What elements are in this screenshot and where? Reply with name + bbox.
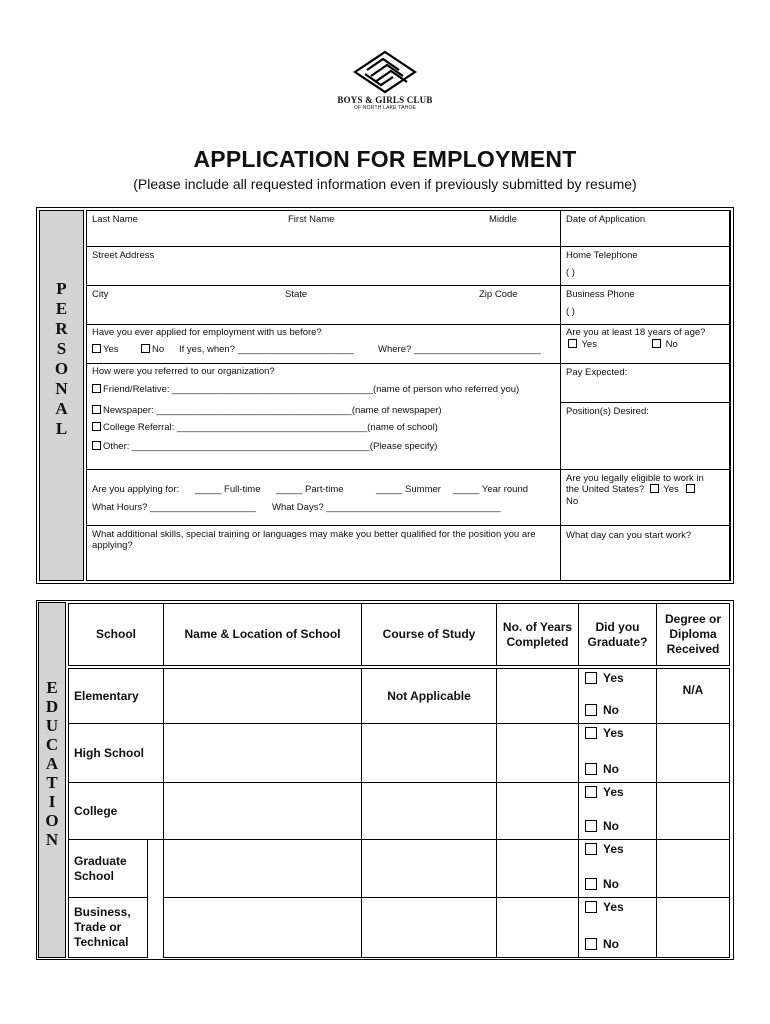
personal-section-letter: L [55,419,68,438]
personal-section-letter: P [56,279,67,298]
graduated-yes-checkbox[interactable] [585,786,597,798]
graduated-yes-option[interactable] [585,785,624,799]
school-name-location-field[interactable] [163,897,362,958]
city-label: City [92,289,109,300]
column-header-degree: Degree or Diploma Received [656,603,730,666]
column-header-school: School [68,603,164,666]
legal-eligibility-question-2-text: the United States? [566,484,645,495]
graduated-no-option[interactable] [585,819,619,833]
graduated-yes-label: Yes [603,785,624,799]
course-of-study-field[interactable] [361,897,497,958]
applied-before-yes-checkbox[interactable] [92,344,101,353]
personal-section-letter: E [55,299,68,318]
referral-college-label: College Referral: ____________________________________(name of school) [103,422,438,433]
column-header-name-location: Name & Location of School [163,603,362,666]
club-logo [330,50,440,120]
referral-newspaper-label: Newspaper: _____________________________________(name of newspaper) [103,405,442,416]
graduated-cell [578,897,657,958]
referral-newspaper[interactable] [92,404,442,417]
age-question: Are you at least 18 years of age? [566,327,706,338]
applied-before-question: Have you ever applied for employment with us before? [92,327,322,338]
referral-other-checkbox[interactable] [92,441,101,450]
legal-no-label: No [566,496,579,507]
school-name-location-field[interactable] [163,782,362,840]
positions-desired-label: Position(s) Desired: [566,406,649,417]
education-section-letter: A [45,754,59,773]
education-section-letter: E [46,678,58,697]
graduated-no-label: No [603,819,619,833]
education-section-letter: C [45,735,59,754]
school-name-location-field[interactable] [163,839,362,898]
degree-received-field[interactable] [656,897,730,958]
start-work-question: What day can you start work? [566,530,692,541]
education-section-label [38,602,66,958]
date-of-application-label: Date of Application [566,214,646,225]
graduated-no-option[interactable] [585,762,619,776]
applied-before-yes[interactable] [92,343,119,356]
personal-section-label [39,210,84,581]
degree-received-value: N/A [682,683,704,697]
course-of-study-field[interactable] [361,723,497,783]
business-phone-label: Business Phone [566,289,635,300]
graduated-cell [578,782,657,840]
logo-subtitle: OF NORTH LAKE TAHOE [353,105,417,111]
pay-expected-label: Pay Expected: [566,367,628,378]
graduated-yes-checkbox[interactable] [585,727,597,739]
legal-eligibility-question-1: Are you legally eligible to work in [566,473,704,484]
graduated-yes-option[interactable] [585,842,624,856]
legal-eligibility-question-2 [566,483,697,496]
education-section-letter: N [45,830,59,849]
last-name-label: Last Name [92,214,138,225]
graduated-no-checkbox[interactable] [585,763,597,775]
graduated-no-option[interactable] [585,877,619,891]
additional-skills-question: What additional skills, special training or languages may make you better qualified for the position you are applying? [92,529,536,551]
graduated-no-checkbox[interactable] [585,820,597,832]
referral-college[interactable] [92,421,438,434]
education-section-letter: O [45,811,59,830]
years-completed-field[interactable] [496,839,579,898]
graduated-yes-option[interactable] [585,900,624,914]
applied-before-yes-label: Yes [103,344,119,355]
school-level-label: High School [68,723,164,783]
school-level-label: Graduate School [68,839,148,898]
applied-when-field[interactable]: If yes, when? ______________________ [179,344,354,355]
degree-received-field[interactable] [656,723,730,783]
personal-section-letter: R [55,319,68,338]
degree-received-field[interactable] [656,668,730,724]
business-phone-area-code: ( ) [566,306,575,317]
years-completed-field[interactable] [496,782,579,840]
course-of-study-field[interactable] [361,782,497,840]
club-emblem-icon [353,50,417,94]
years-completed-field[interactable] [496,897,579,958]
graduated-yes-checkbox[interactable] [585,901,597,913]
home-telephone-area-code: ( ) [566,267,575,278]
what-hours-field[interactable]: What Hours? ____________________ [92,502,256,513]
graduated-cell [578,839,657,898]
age-no-label: No [665,339,678,350]
school-name-location-field[interactable] [163,723,362,783]
graduated-yes-checkbox[interactable] [585,843,597,855]
full-time-field[interactable]: _____ Full-time [195,484,261,495]
zip-code-label: Zip Code [479,289,518,300]
personal-section-letter: S [56,339,67,358]
referral-other-label: Other: _____________________________________________(Please specify) [103,441,438,452]
availability-row [86,469,561,526]
school-level-label: College [68,782,164,840]
logo-name: BOYS & GIRLS CLUB [337,95,433,105]
personal-section-letter: A [55,399,68,418]
years-completed-field[interactable] [496,723,579,783]
state-label: State [285,289,308,300]
graduated-no-option[interactable] [585,937,619,951]
age-yes-label: Yes [581,339,597,350]
middle-label: Middle [489,214,517,225]
applied-before-no-checkbox[interactable] [141,344,150,353]
referral-friend[interactable] [92,383,519,396]
graduated-no-label: No [603,877,619,891]
summer-field[interactable]: _____ Summer [376,484,441,495]
graduated-cell [578,668,657,724]
course-of-study-field[interactable] [361,839,497,898]
part-time-field[interactable]: _____ Part-time [276,484,344,495]
home-telephone-label: Home Telephone [566,250,638,261]
graduated-yes-label: Yes [603,842,624,856]
referral-other[interactable] [92,440,437,453]
graduated-no-label: No [603,703,619,717]
course-of-study-field[interactable]: Not Applicable [361,668,497,724]
school-name-location-field[interactable] [163,668,362,724]
applied-where-field[interactable]: Where? ________________________ [378,344,541,355]
page-title: APPLICATION FOR EMPLOYMENT [193,146,577,172]
graduated-no-checkbox[interactable] [585,704,597,716]
graduated-no-checkbox[interactable] [585,938,597,950]
graduated-cell [578,723,657,783]
applied-before-no[interactable] [141,343,164,356]
graduated-yes-option[interactable] [585,726,624,740]
education-section-letter: T [46,773,58,792]
applying-for-label: Are you applying for: [92,484,180,495]
graduated-no-option[interactable] [585,703,619,717]
street-address-label: Street Address [92,250,155,261]
age-no[interactable] [652,338,678,351]
school-level-label: Business, Trade or Technical [68,897,148,958]
first-name-label: First Name [288,214,335,225]
referral-college-checkbox[interactable] [92,422,101,431]
age-yes-checkbox[interactable] [568,339,577,348]
personal-section-letter: O [54,359,69,378]
graduated-yes-label: Yes [603,726,624,740]
graduated-no-checkbox[interactable] [585,878,597,890]
graduated-yes-label: Yes [603,900,624,914]
graduated-yes-option[interactable] [585,671,624,685]
street-address-field[interactable] [86,246,561,286]
education-section-letter: U [45,716,59,735]
degree-received-field[interactable] [656,782,730,840]
applied-before-no-label: No [152,344,165,355]
education-section-letter: I [48,792,56,811]
column-header-course: Course of Study [361,603,497,666]
graduated-no-label: No [603,937,619,951]
graduated-yes-label: Yes [603,671,624,685]
personal-section-letter: N [55,379,68,398]
degree-received-field[interactable] [656,839,730,898]
education-section-letter: D [45,697,59,716]
graduated-yes-checkbox[interactable] [585,672,597,684]
age-yes[interactable] [568,338,597,351]
school-level-label: Elementary [68,668,164,724]
page-subtitle: (Please include all requested information even if previously submitted by resume) [133,176,637,192]
years-completed-field[interactable] [496,668,579,724]
graduated-no-label: No [603,762,619,776]
legal-yes-label: Yes [663,484,679,495]
referral-friend-checkbox[interactable] [92,384,101,393]
referral-question: How were you referred to our organization? [92,366,275,377]
column-header-years: No. of Years Completed [496,603,579,666]
what-days-field[interactable]: What Days? _________________________________ [272,502,501,513]
legal-no-checkbox[interactable] [686,484,695,493]
legal-yes-checkbox[interactable] [650,484,659,493]
year-round-field[interactable]: _____ Year round [453,484,529,495]
referral-newspaper-checkbox[interactable] [92,405,101,414]
referral-friend-label: Friend/Relative: ______________________________________(name of person who referred you) [103,384,520,395]
column-header-graduate: Did you Graduate? [578,603,657,666]
age-no-checkbox[interactable] [652,339,661,348]
